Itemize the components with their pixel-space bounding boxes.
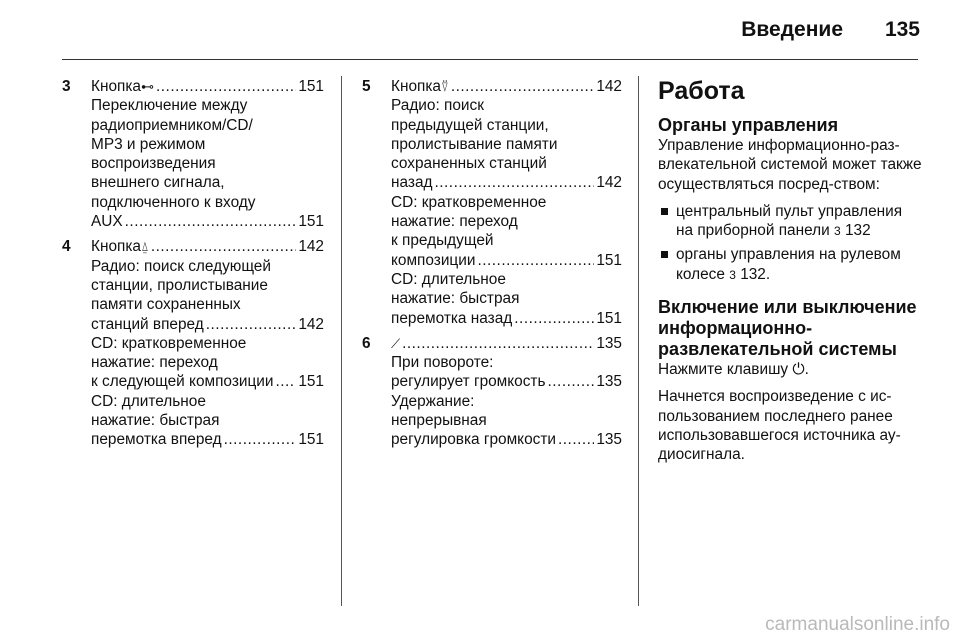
line-text: регулировка громкости (391, 431, 556, 449)
page-ref: 151 (596, 251, 622, 269)
item-line (91, 295, 324, 314)
line-text: CD: длительное (391, 270, 506, 288)
right-column (658, 77, 923, 473)
item-line (91, 353, 324, 372)
list-item (62, 237, 324, 449)
page-ref-icon: 3 (729, 267, 736, 282)
dot-leader (558, 430, 594, 449)
item-line (391, 372, 622, 391)
item-line (91, 116, 324, 135)
column-divider-2 (638, 76, 639, 606)
page-ref: 135 (596, 373, 622, 391)
page-ref: 135 (596, 431, 622, 449)
page-ref: 142 (596, 174, 622, 192)
page-ref: 132. (740, 265, 771, 283)
page-ref: 151 (298, 213, 324, 231)
page-ref-icon: 3 (834, 224, 841, 239)
button-symbol-icon: ⊷ (141, 79, 154, 94)
page-ref: 151 (298, 373, 324, 391)
line-text: подключенного к входу (91, 193, 256, 211)
button-symbol-icon: ⍢ (441, 79, 449, 94)
item-line (391, 353, 622, 372)
paragraph-press: Нажмите клавишу ⏻. (658, 361, 809, 379)
line-text: предыдущей станции, (391, 116, 549, 134)
item-line (391, 289, 622, 308)
heading-work: Работа (658, 77, 745, 105)
column-divider-1 (341, 76, 342, 606)
item-line (91, 154, 324, 173)
dot-leader (206, 315, 297, 334)
line-text: Радио: поиск (391, 97, 484, 115)
dot-leader (224, 430, 297, 449)
line-text: CD: кратковременное (91, 334, 247, 352)
list-item (62, 77, 324, 231)
watermark: carmanualsonline.info (765, 614, 950, 635)
item-line (391, 154, 622, 173)
line-text: станции, пролистывание (91, 276, 268, 294)
item-line (391, 96, 622, 115)
item-line (91, 392, 324, 411)
item-line (391, 270, 622, 289)
dot-leader (402, 334, 594, 353)
heading-controls: Органы управления (658, 115, 839, 135)
item-line (391, 430, 622, 449)
item-line (391, 173, 622, 192)
paragraph-playback: Начнется воспроизведение с ис-пользованием последнего ранее использовавшегося источника ау-диосигнала. (658, 388, 901, 464)
page-ref: 151 (298, 78, 324, 95)
header-divider (62, 59, 918, 60)
item-line (391, 411, 622, 430)
item-number: 3 (62, 78, 71, 95)
dot-leader (514, 309, 594, 328)
dot-leader (451, 77, 595, 96)
line-text: перемотка вперед (91, 431, 222, 449)
item-line (91, 276, 324, 295)
item-line (91, 257, 324, 276)
column-1 (62, 77, 324, 456)
line-text: перемотка назад (391, 309, 513, 327)
item-line (391, 77, 622, 96)
line-text: воспроизведения (91, 155, 216, 173)
item-line (91, 411, 324, 430)
bullet-center-panel (658, 202, 923, 242)
heading-power: Включение или выключение информационно-развлекательной системы (658, 297, 917, 360)
item-line (91, 372, 324, 391)
page-ref: 142 (298, 315, 324, 333)
page-ref: 151 (596, 309, 622, 327)
line-text: к следующей композиции (91, 373, 274, 391)
item-line (91, 315, 324, 334)
item-line (391, 251, 622, 270)
item-line (391, 193, 622, 212)
line-text: к предыдущей (391, 232, 494, 250)
item-line (91, 193, 324, 212)
line-text: назад (391, 174, 433, 192)
line-text: композиции (391, 251, 476, 269)
line-text: CD: кратковременное (391, 193, 547, 211)
line-text: непрерывная (391, 412, 487, 430)
bullet-text: центральный пульт управления на приборной панели (676, 202, 903, 240)
dot-leader (477, 251, 594, 270)
line-text: MP3 и режимом (91, 135, 206, 153)
page-ref: 151 (298, 431, 324, 449)
item-line (91, 430, 324, 449)
page-ref: 135 (596, 334, 622, 352)
item-line (91, 173, 324, 192)
dot-leader (275, 372, 296, 391)
item-line (391, 309, 622, 328)
item-line (391, 392, 622, 411)
line-text: нажатие: быстрая (91, 412, 220, 430)
item-line (91, 135, 324, 154)
line-text: радиоприемником/CD/ (91, 116, 253, 134)
button-symbol-icon: ⟋ (391, 335, 401, 351)
item-number: 5 (362, 78, 371, 95)
item-line (91, 77, 324, 96)
line-text: При повороте: (391, 354, 494, 372)
column-2 (362, 77, 622, 456)
dot-leader (434, 173, 594, 192)
page-number: 135 (884, 18, 920, 41)
paragraph-controls: Управление информационно-раз-влекательной системой может также осуществляться посред-ством: (658, 137, 922, 193)
line-text: AUX (91, 213, 123, 231)
line-text: памяти сохраненных (91, 296, 241, 314)
item-line (391, 212, 622, 231)
line-text: Кнопка (391, 78, 441, 95)
dot-leader (125, 212, 297, 231)
bullet-text: органы управления на рулевом колесе (676, 246, 901, 283)
line-text: CD: длительное (91, 392, 206, 410)
line-text: станций вперед (91, 315, 204, 333)
line-text: Удержание: (391, 392, 475, 410)
line-text: нажатие: быстрая (391, 290, 520, 308)
line-text: Кнопка (91, 238, 141, 256)
line-text: регулирует громкость (391, 373, 546, 391)
list-item (362, 77, 622, 328)
item-line (91, 334, 324, 353)
item-line (391, 231, 622, 250)
item-line (391, 135, 622, 154)
item-number: 4 (62, 238, 71, 256)
item-number: 6 (362, 334, 371, 352)
page-ref: 142 (596, 78, 622, 95)
item-line (391, 334, 622, 353)
page-ref: 142 (298, 238, 324, 256)
dot-leader (548, 372, 595, 391)
bullet-steering-wheel (658, 245, 923, 285)
dot-leader (156, 77, 296, 96)
page-ref: 132 (844, 222, 871, 240)
line-text: пролистывание памяти (391, 135, 558, 153)
line-text: Кнопка (91, 78, 141, 95)
line-text: Радио: поиск следующей (91, 257, 271, 275)
item-line (391, 116, 622, 135)
item-line (91, 96, 324, 115)
list-item (362, 334, 622, 450)
button-symbol-icon: ⍙ (141, 239, 149, 255)
line-text: сохраненных станций (391, 155, 547, 173)
line-text: внешнего сигнала, (91, 174, 225, 192)
dot-leader (151, 237, 297, 256)
item-line (91, 212, 324, 231)
line-text: нажатие: переход (91, 354, 218, 372)
line-text: Переключение между (91, 97, 248, 115)
page-header (0, 0, 960, 62)
line-text: нажатие: переход (391, 213, 518, 231)
section-title: Введение (741, 18, 843, 41)
item-line (91, 237, 324, 256)
